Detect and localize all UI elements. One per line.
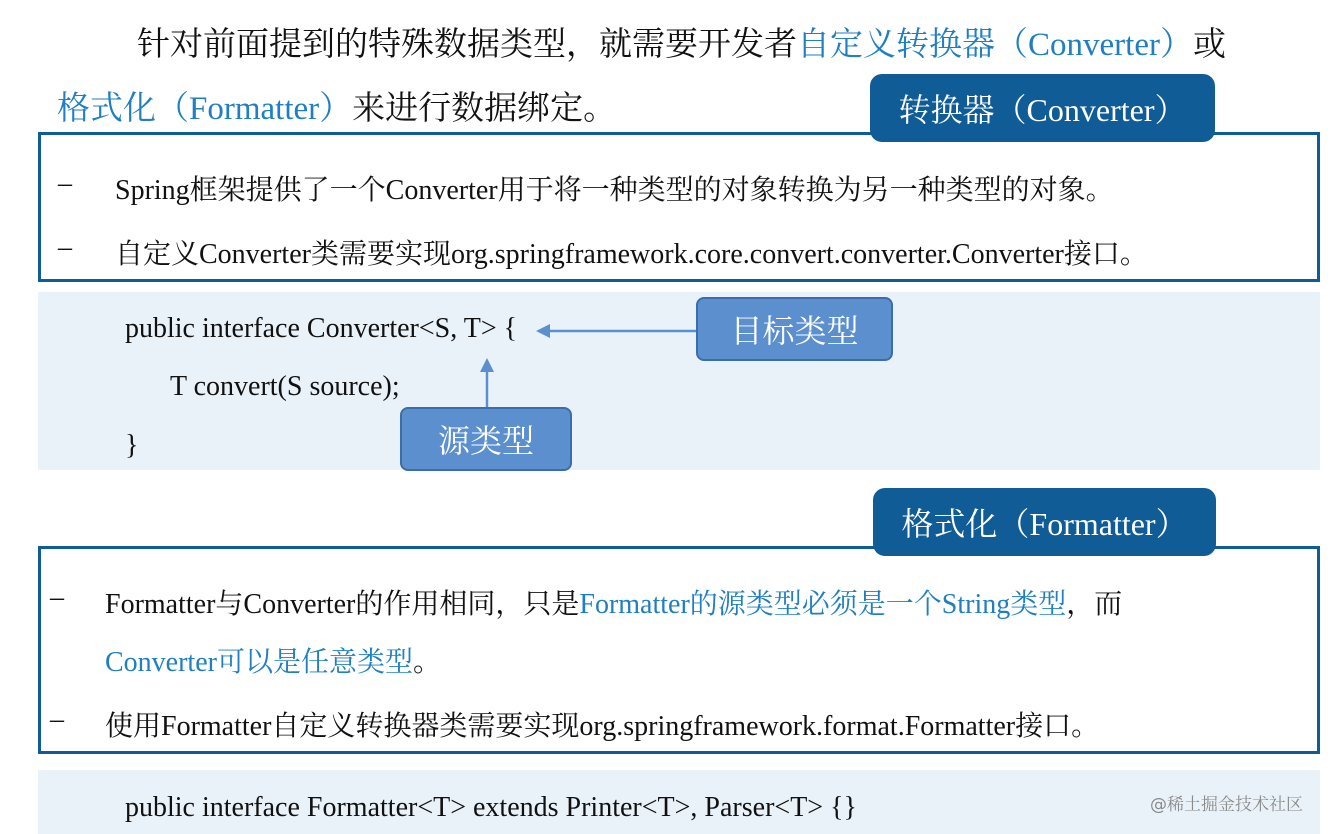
intro-text-or: 或 xyxy=(1192,27,1226,63)
watermark: @稀土掘金技术社区 xyxy=(1150,795,1303,815)
converter-tab: 转换器（Converter） xyxy=(870,74,1215,142)
target-arrowhead xyxy=(536,324,550,338)
intro-text: 针对前面提到的特殊数据类型，就需要开发者 xyxy=(137,27,797,63)
intro-highlight-formatter: 格式化（Formatter） xyxy=(57,91,353,127)
converter-bullet-1: Spring框架提供了一个Converter用于将一种类型的对象转换为另一种类型的对象。 xyxy=(115,175,1114,206)
source-arrowhead xyxy=(480,358,494,372)
bullet-dash: – xyxy=(58,232,72,263)
formatter-bullet-1: Formatter与Converter的作用相同，只是Formatter的源类型必须是一个String类型，而 xyxy=(105,589,1123,620)
code-line: } xyxy=(125,430,139,461)
bullet-dash: – xyxy=(50,582,64,613)
callout-source-type: 源类型 xyxy=(400,407,572,471)
code-line: T convert(S source); xyxy=(170,371,400,402)
formatter-highlight-string: Formatter的源类型必须是一个String类型 xyxy=(579,589,1067,620)
formatter-tab: 格式化（Formatter） xyxy=(873,488,1216,556)
code-line: public interface Formatter<T> extends Printer<T>, Parser<T> {} xyxy=(125,792,857,823)
callout-target-type: 目标类型 xyxy=(696,297,893,361)
formatter-highlight-any: Converter可以是任意类型 xyxy=(105,647,413,678)
formatter-bullet-1-cont: Converter可以是任意类型。 xyxy=(105,647,441,678)
code-line: public interface Converter<S, T> { xyxy=(125,313,518,344)
converter-bullet-2: 自定义Converter类需要实现org.springframework.core.convert.converter.Converter接口。 xyxy=(115,239,1148,270)
bullet-dash: – xyxy=(50,704,64,735)
formatter-bullet-2: 使用Formatter自定义转换器类需要实现org.springframework.format.Formatter接口。 xyxy=(105,711,1100,742)
intro-highlight-converter: 自定义转换器（Converter） xyxy=(797,27,1193,63)
intro-text-end: 来进行数据绑定。 xyxy=(352,91,617,127)
bullet-dash: – xyxy=(58,168,72,199)
